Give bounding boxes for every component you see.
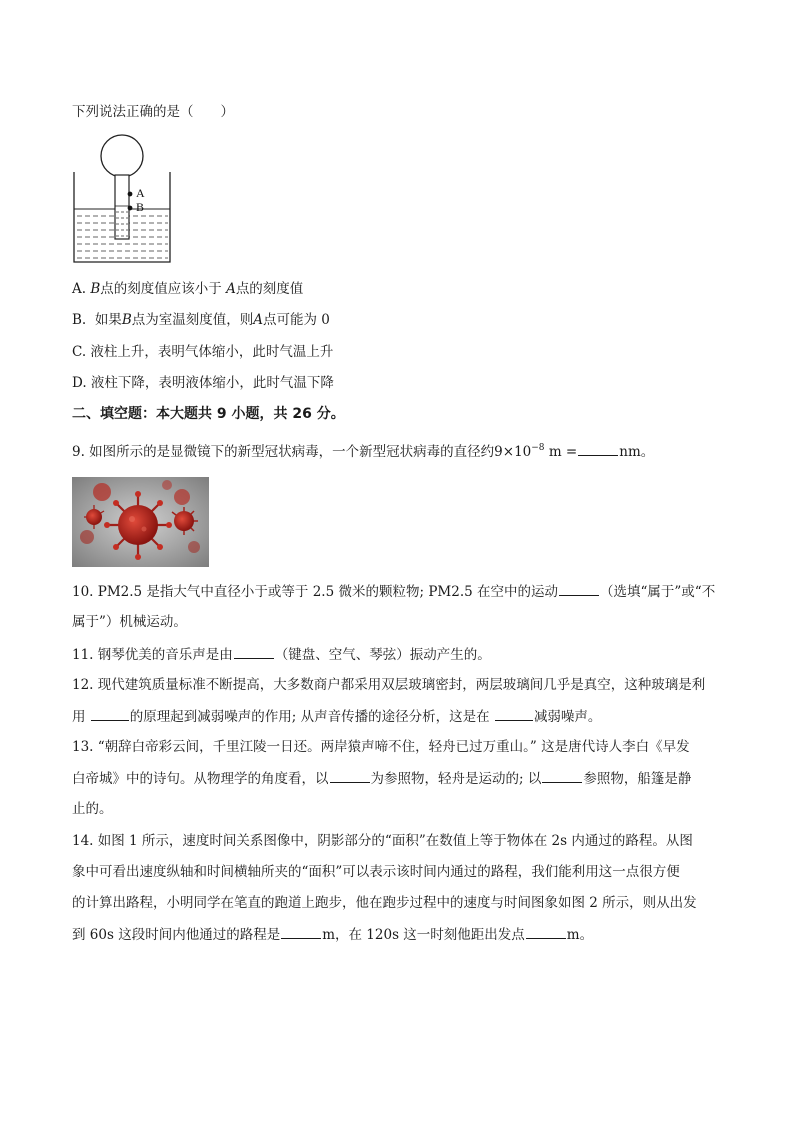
answer-blank[interactable] xyxy=(281,924,321,939)
question-stem: 下列说法正确的是（ ） xyxy=(72,104,234,120)
question-13-end: 止的。 xyxy=(72,801,113,817)
question-9: 9. 如图所示的是显微镜下的新型冠状病毒，一个新型冠状病毒的直径约$9\times 10^{-8}$ m = nm。 xyxy=(72,443,655,460)
gas-thermometer-figure xyxy=(70,132,180,264)
question-14-cont2: 的计算出路程，小明同学在笔直的跑道上跑步，他在跑步过程中的速度与时间图象如图 2 所示，则从出发 xyxy=(72,895,697,911)
answer-blank[interactable] xyxy=(578,441,618,456)
question-14: 14. 如图 1 所示，速度时间关系图像中，阴影部分的“面积”在数值上等于物体在 2s 内通过的路程。从图 xyxy=(72,833,693,849)
answer-blank[interactable] xyxy=(526,924,566,939)
option-b: B. 如果B点为室温刻度值，则A点可能为 0 xyxy=(72,312,330,328)
answer-blank[interactable] xyxy=(495,706,533,721)
point-a-marker xyxy=(128,192,133,197)
point-b-label: B xyxy=(136,200,145,214)
answer-blank[interactable] xyxy=(542,768,582,783)
question-14-cont3: 到 60s 这段时间内他通过的路程是 m，在 120s 这一时刻他距出发点 m。 xyxy=(72,924,722,945)
question-13-cont: 白帝城》中的诗句。从物理学的角度看，以 为参照物，轻舟是运动的; 以 参照物，船篷是静 xyxy=(72,768,722,789)
question-10-cont: 属于”）机械运动。 xyxy=(72,614,187,630)
option-a: A. B点的刻度值应该小于 A点的刻度值 xyxy=(72,281,304,297)
section-heading: 二、填空题：本大题共 9 小题，共 26 分。 xyxy=(72,406,345,422)
answer-blank[interactable] xyxy=(559,581,599,596)
question-12-cont: 用 的原理起到减弱噪声的作用; 从声音传播的途径分析，这是在 减弱噪声。 xyxy=(72,706,722,727)
question-12: 12. 现代建筑质量标准不断提高，大多数商户都采用双层玻璃密封，两层玻璃间几乎是真空，这种玻璃是利 xyxy=(72,677,706,693)
point-a-label: A xyxy=(136,186,145,200)
question-14-cont1: 象中可看出速度纵轴和时间横轴所夹的“面积”可以表示该时间内通过的路程，我们能利用这一点很方便 xyxy=(72,864,680,880)
question-13: 13. “朝辞白帝彩云间，千里江陵一日还。两岸猿声啼不住，轻舟已过万重山。” 这是唐代诗人李白《早发 xyxy=(72,739,690,755)
answer-blank[interactable] xyxy=(91,706,129,721)
option-c: C. 液柱上升，表明气体缩小，此时气温上升 xyxy=(72,344,334,360)
question-11: 11. 钢琴优美的音乐声是由 （键盘、空气、琴弦）振动产生的。 xyxy=(72,644,722,665)
answer-blank[interactable] xyxy=(234,644,274,659)
point-b-marker xyxy=(128,206,133,211)
coronavirus-image xyxy=(72,477,209,567)
question-10: 10. PM2.5 是指大气中直径小于或等于 2.5 微米的颗粒物; PM2.5 在空中的运动 （选填“属于”或“不 xyxy=(72,581,722,602)
answer-blank[interactable] xyxy=(330,768,370,783)
option-d: D. 液柱下降，表明液体缩小，此时气温下降 xyxy=(72,375,334,391)
